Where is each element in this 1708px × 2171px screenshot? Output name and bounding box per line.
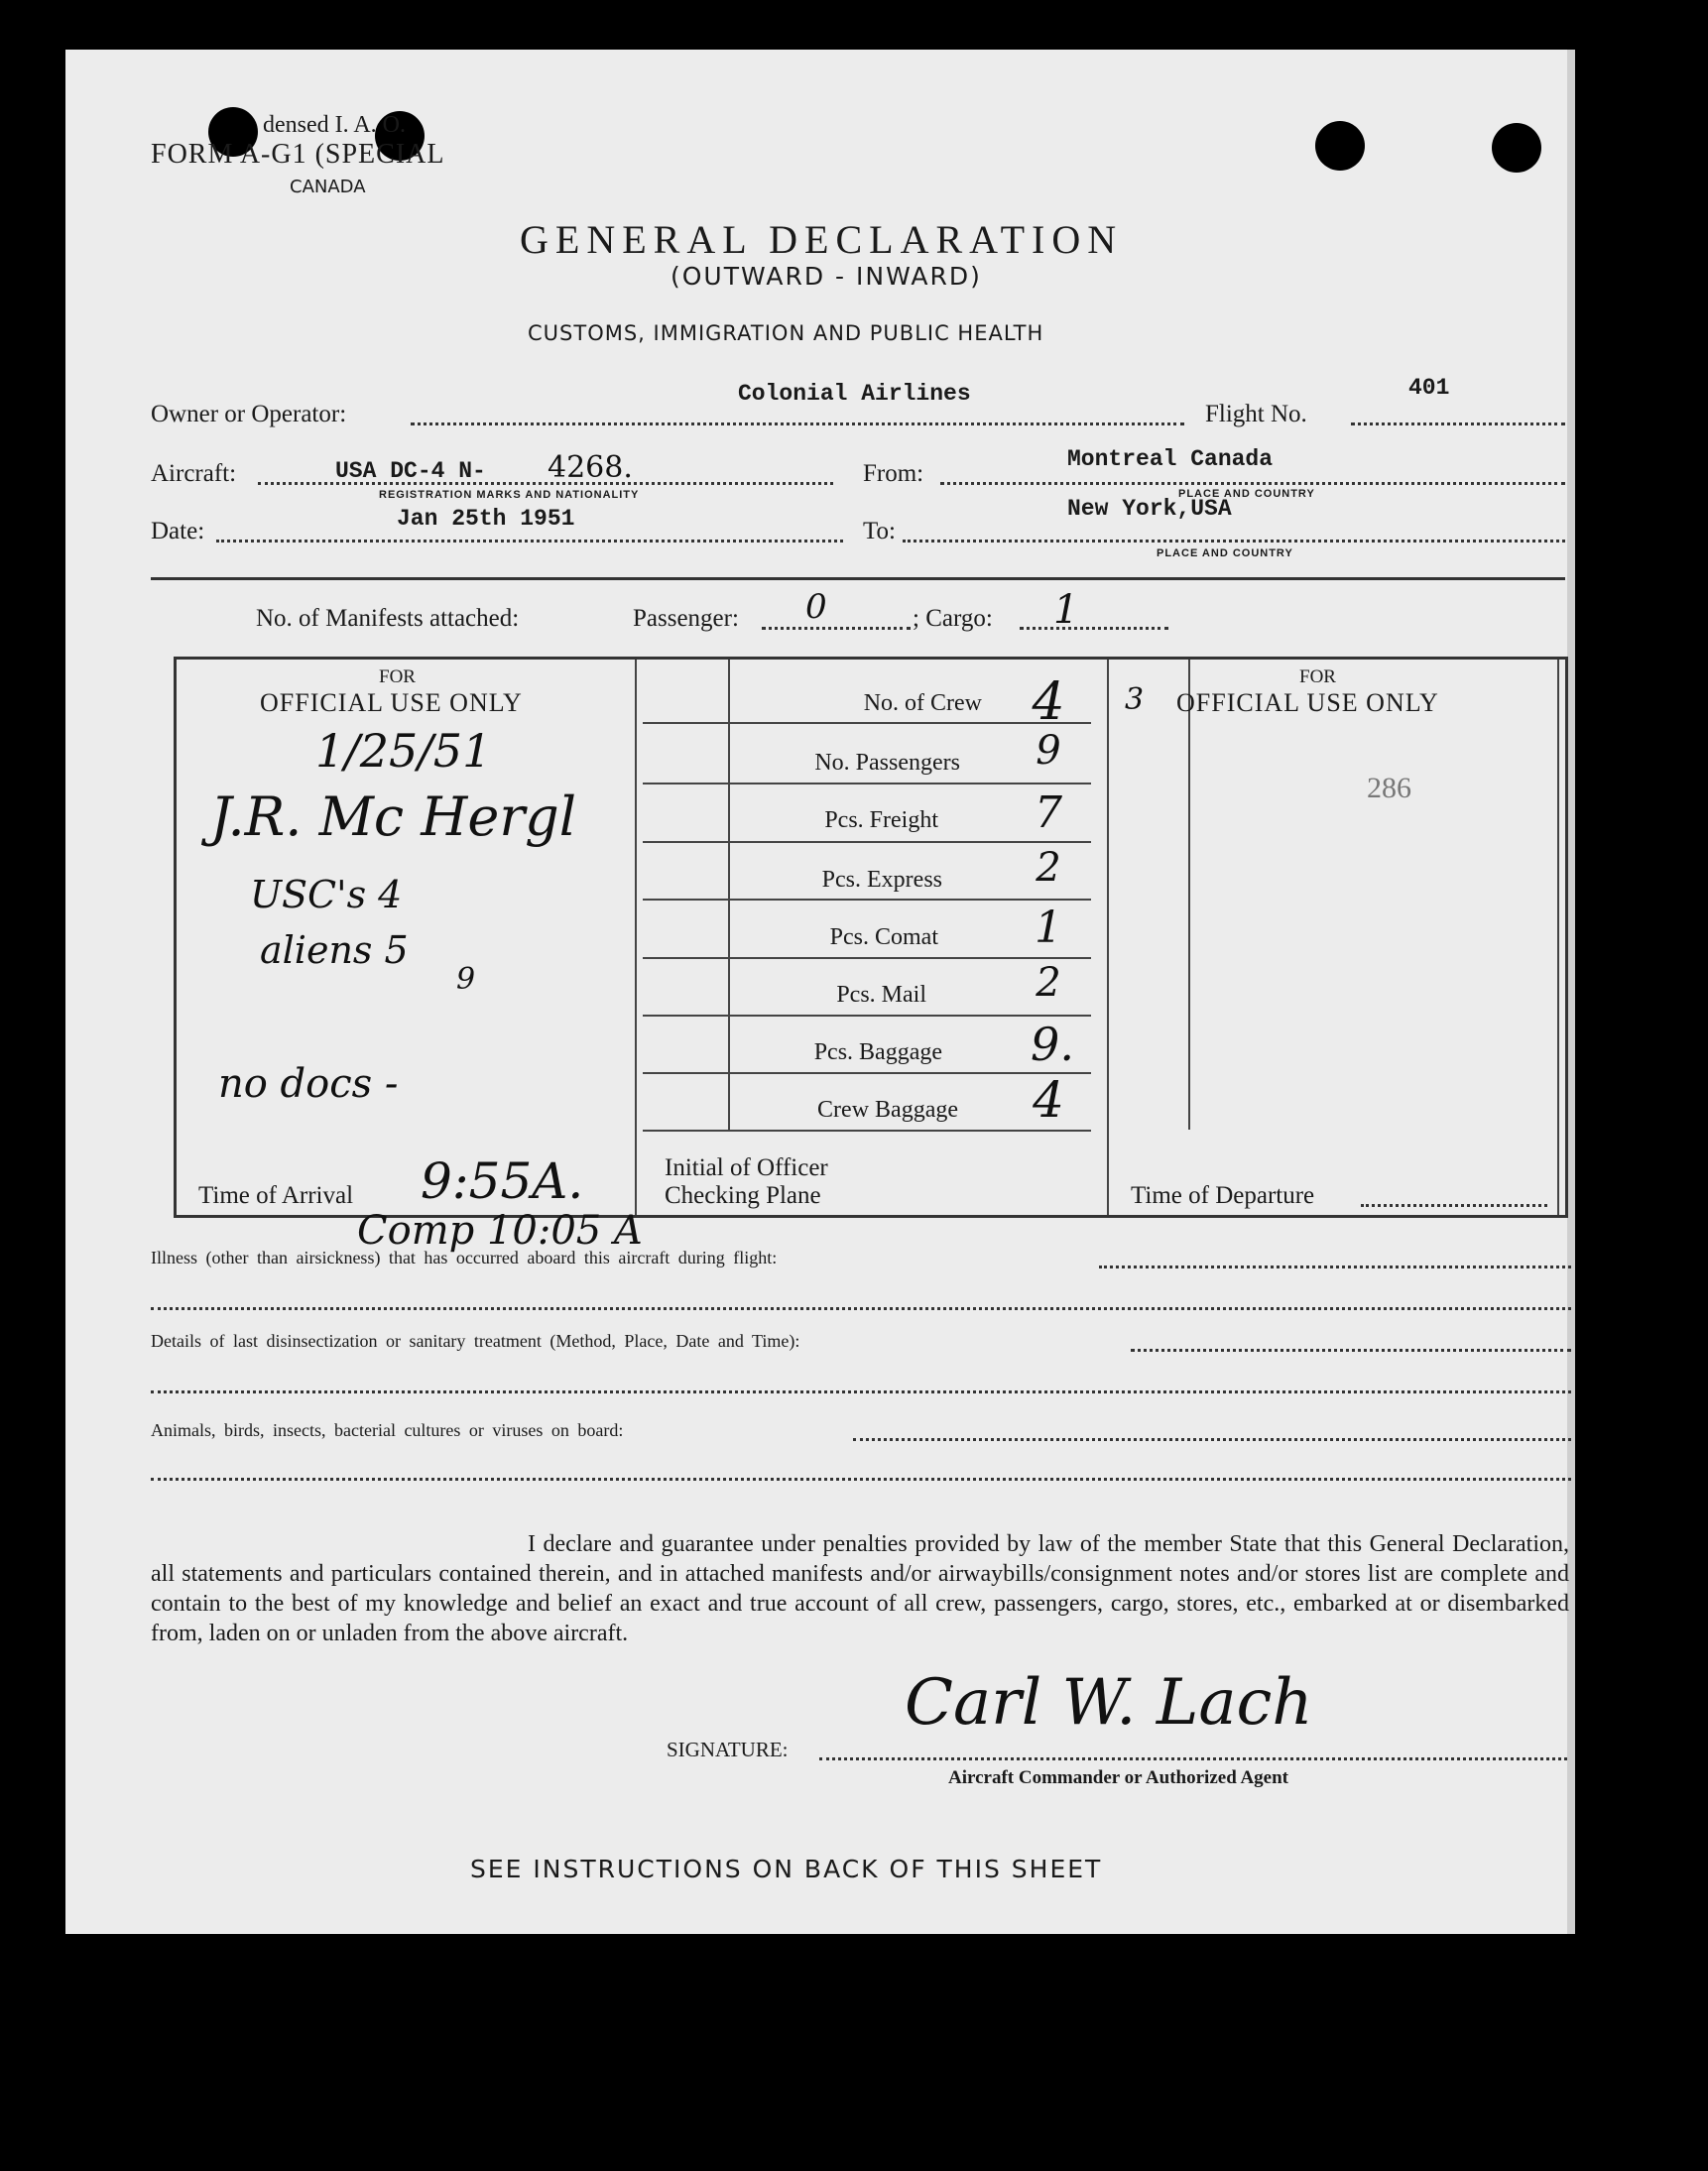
handwritten-note: 9 bbox=[456, 962, 476, 997]
cargo-label: ; Cargo: bbox=[913, 605, 993, 632]
row-line bbox=[643, 957, 1091, 959]
row-line bbox=[643, 841, 1091, 843]
signature-caption: Aircraft Commander or Authorized Agent bbox=[948, 1767, 1289, 1788]
row-line bbox=[643, 1015, 1091, 1017]
illness-line-2 bbox=[151, 1307, 1571, 1310]
row-line bbox=[643, 1130, 1091, 1132]
time-of-arrival-label: Time of Arrival bbox=[198, 1182, 354, 1209]
form-header-line2: FORM A-G1 (SPECIAL bbox=[151, 139, 445, 170]
from-value: Montreal Canada bbox=[1067, 446, 1274, 472]
animals-line bbox=[853, 1438, 1571, 1441]
row-label: Crew Baggage bbox=[817, 1097, 958, 1123]
disinsect-line bbox=[1131, 1349, 1571, 1352]
handwritten-note: 1/25/51 bbox=[315, 724, 492, 778]
form-header-line3: CANADA bbox=[290, 177, 366, 197]
passenger-label: Passenger: bbox=[633, 605, 739, 632]
row-value: 7 bbox=[1035, 787, 1062, 838]
table-divider bbox=[1557, 660, 1559, 1215]
right-official-label: OFFICIAL USE ONLY bbox=[1176, 688, 1439, 717]
illness-question: Illness (other than airsickness) that has occurred aboard this aircraft during flight: bbox=[151, 1248, 778, 1267]
to-line bbox=[903, 540, 1565, 543]
table-divider bbox=[1107, 660, 1109, 1130]
declaration-text: I declare and guarantee under penalties provided by law of the member State that this General Declaration, all statements and particulars contained therein, and in attached manifests and/or airwaybills/consignment notes and/or stores list are complete and contain to the best of my knowledge and belief an exact and true account of all crew, passengers, cargo, stores, etc., embarked at or disembarked from, laden on or unladen from the above aircraft. bbox=[151, 1531, 1569, 1646]
aircraft-line bbox=[258, 482, 833, 485]
row-label: No. Passengers bbox=[814, 750, 960, 776]
page-title: GENERAL DECLARATION bbox=[520, 217, 1124, 262]
handwritten-note: J.R. Mc Hergl bbox=[210, 785, 577, 848]
animals-line-2 bbox=[151, 1478, 1571, 1481]
row-line bbox=[643, 899, 1091, 901]
disinsect-line-2 bbox=[151, 1390, 1571, 1393]
official-number: 286 bbox=[1367, 772, 1411, 804]
right-for-label: FOR bbox=[1299, 666, 1336, 687]
time-of-departure-label: Time of Departure bbox=[1131, 1182, 1315, 1209]
row-value: 1 bbox=[1035, 903, 1062, 953]
right-mark: 3 bbox=[1125, 682, 1145, 717]
time-of-arrival-value: 9:55A. bbox=[421, 1152, 584, 1210]
page-subtitle: (OUTWARD - INWARD) bbox=[671, 262, 982, 291]
row-label: Pcs. Express bbox=[821, 867, 942, 893]
row-value: 4 bbox=[1032, 672, 1065, 732]
passenger-line bbox=[762, 627, 911, 630]
signature-label: SIGNATURE: bbox=[667, 1738, 789, 1761]
page-subheading: CUSTOMS, IMMIGRATION AND PUBLIC HEALTH bbox=[528, 321, 1044, 345]
table-divider bbox=[1107, 1130, 1109, 1215]
checking-plane-label: Checking Plane bbox=[665, 1182, 821, 1209]
footer-instructions: SEE INSTRUCTIONS ON BACK OF THIS SHEET bbox=[470, 1855, 1103, 1883]
row-label: Pcs. Comat bbox=[829, 924, 938, 950]
left-for-label: FOR bbox=[379, 666, 416, 687]
signature-value: Carl W. Lach bbox=[905, 1666, 1313, 1740]
flight-label: Flight No. bbox=[1205, 401, 1307, 427]
date-line bbox=[216, 540, 843, 543]
handwritten-note: no docs - bbox=[218, 1061, 399, 1107]
row-value: 2 bbox=[1036, 845, 1061, 891]
to-caption: PLACE AND COUNTRY bbox=[1157, 547, 1293, 559]
row-value: 2 bbox=[1036, 960, 1061, 1006]
to-label: To: bbox=[863, 518, 896, 544]
from-label: From: bbox=[863, 460, 924, 487]
date-label: Date: bbox=[151, 518, 205, 544]
departure-line bbox=[1361, 1204, 1547, 1207]
animals-question: Animals, birds, insects, bacterial cultures or viruses on board: bbox=[151, 1420, 624, 1440]
flight-value: 401 bbox=[1408, 375, 1450, 401]
table-divider bbox=[1188, 660, 1190, 1130]
signature-line bbox=[819, 1757, 1567, 1760]
disinsect-question: Details of last disinsectization or sanitary treatment (Method, Place, Date and Time): bbox=[151, 1331, 800, 1351]
owner-line bbox=[411, 422, 1184, 425]
aircraft-value-handwritten: 4268. bbox=[548, 450, 633, 485]
row-line bbox=[647, 722, 718, 724]
left-official-label: OFFICIAL USE ONLY bbox=[260, 688, 523, 717]
cargo-value: 1 bbox=[1053, 587, 1079, 633]
row-value: 9 bbox=[1036, 728, 1061, 774]
handwritten-note: USC's 4 bbox=[250, 873, 403, 916]
punch-hole bbox=[1492, 123, 1541, 173]
punch-hole bbox=[1315, 121, 1365, 171]
to-value: New York,USA bbox=[1067, 496, 1232, 522]
row-label: Pcs. Mail bbox=[836, 982, 926, 1008]
divider bbox=[151, 577, 1565, 580]
flight-line bbox=[1351, 422, 1565, 425]
illness-line bbox=[1099, 1266, 1571, 1268]
aircraft-value-typed: USA DC-4 N- bbox=[335, 458, 486, 484]
cargo-line bbox=[1020, 627, 1168, 630]
row-value: 9. bbox=[1031, 1018, 1074, 1071]
from-line bbox=[940, 482, 1565, 485]
row-label: No. of Crew bbox=[863, 690, 982, 716]
row-line bbox=[643, 783, 1091, 784]
from-caption: PLACE AND COUNTRY bbox=[1178, 488, 1315, 500]
owner-value: Colonial Airlines bbox=[738, 381, 971, 407]
initial-of-officer-label: Initial of Officer bbox=[665, 1154, 828, 1181]
row-value: 4 bbox=[1033, 1071, 1064, 1129]
table-divider bbox=[635, 660, 637, 1215]
row-label: Pcs. Freight bbox=[824, 807, 938, 833]
date-value: Jan 25th 1951 bbox=[397, 506, 575, 532]
aircraft-caption: REGISTRATION MARKS AND NATIONALITY bbox=[379, 489, 640, 501]
manifests-label: No. of Manifests attached: bbox=[256, 605, 520, 632]
handwritten-note: aliens 5 bbox=[260, 928, 409, 972]
aircraft-label: Aircraft: bbox=[151, 460, 237, 487]
form-header-line1: densed I. A. O. bbox=[263, 112, 406, 138]
row-label: Pcs. Baggage bbox=[813, 1039, 942, 1065]
comp-note: Comp 10:05 A bbox=[357, 1208, 643, 1254]
owner-label: Owner or Operator: bbox=[151, 401, 347, 427]
passenger-value: 0 bbox=[805, 587, 827, 627]
